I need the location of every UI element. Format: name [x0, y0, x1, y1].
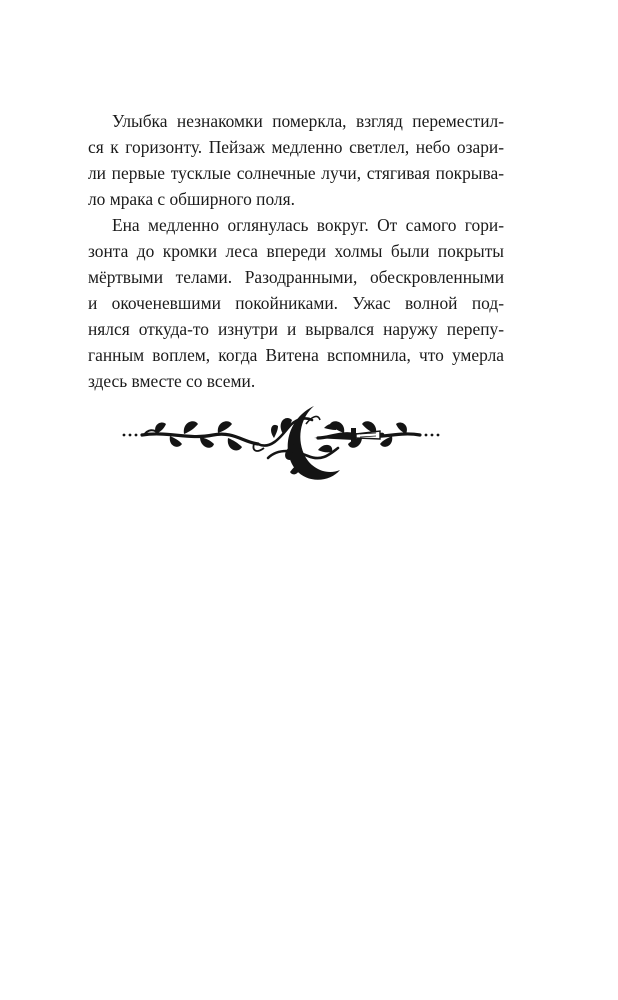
text-line: Улыбка незнакомки померкла, взгляд переместил-: [112, 111, 504, 131]
text-line: здесь вместе со всеми.: [88, 371, 256, 391]
text-line: мёртвыми телами. Разодранными, обескровленными: [88, 267, 504, 287]
vine-crescent-dagger-ornament-icon: [118, 398, 444, 486]
text-line: ганным воплем, когда Витена вспомнила, что умерла: [88, 345, 504, 365]
body-text: [88, 108, 504, 394]
text-line: ли первые тусклые солнечные лучи, стягивая покрыва-: [88, 163, 504, 183]
text-line: ся к горизонту. Пейзаж медленно светлел, небо озари-: [88, 137, 504, 157]
paragraph-2: [88, 212, 504, 394]
text-line: Ена медленно оглянулась вокруг. От самого гори-: [112, 215, 504, 235]
text-line: ло мрака с обширного поля.: [88, 189, 295, 209]
text-line: нялся откуда-то изнутри и вырвался наружу перепу-: [88, 319, 504, 339]
text-line: зонта до кромки леса впереди холмы были покрыты: [88, 241, 504, 261]
paragraph-1: [88, 108, 504, 212]
text-line: и окоченевшими покойниками. Ужас волной под-: [88, 293, 504, 313]
